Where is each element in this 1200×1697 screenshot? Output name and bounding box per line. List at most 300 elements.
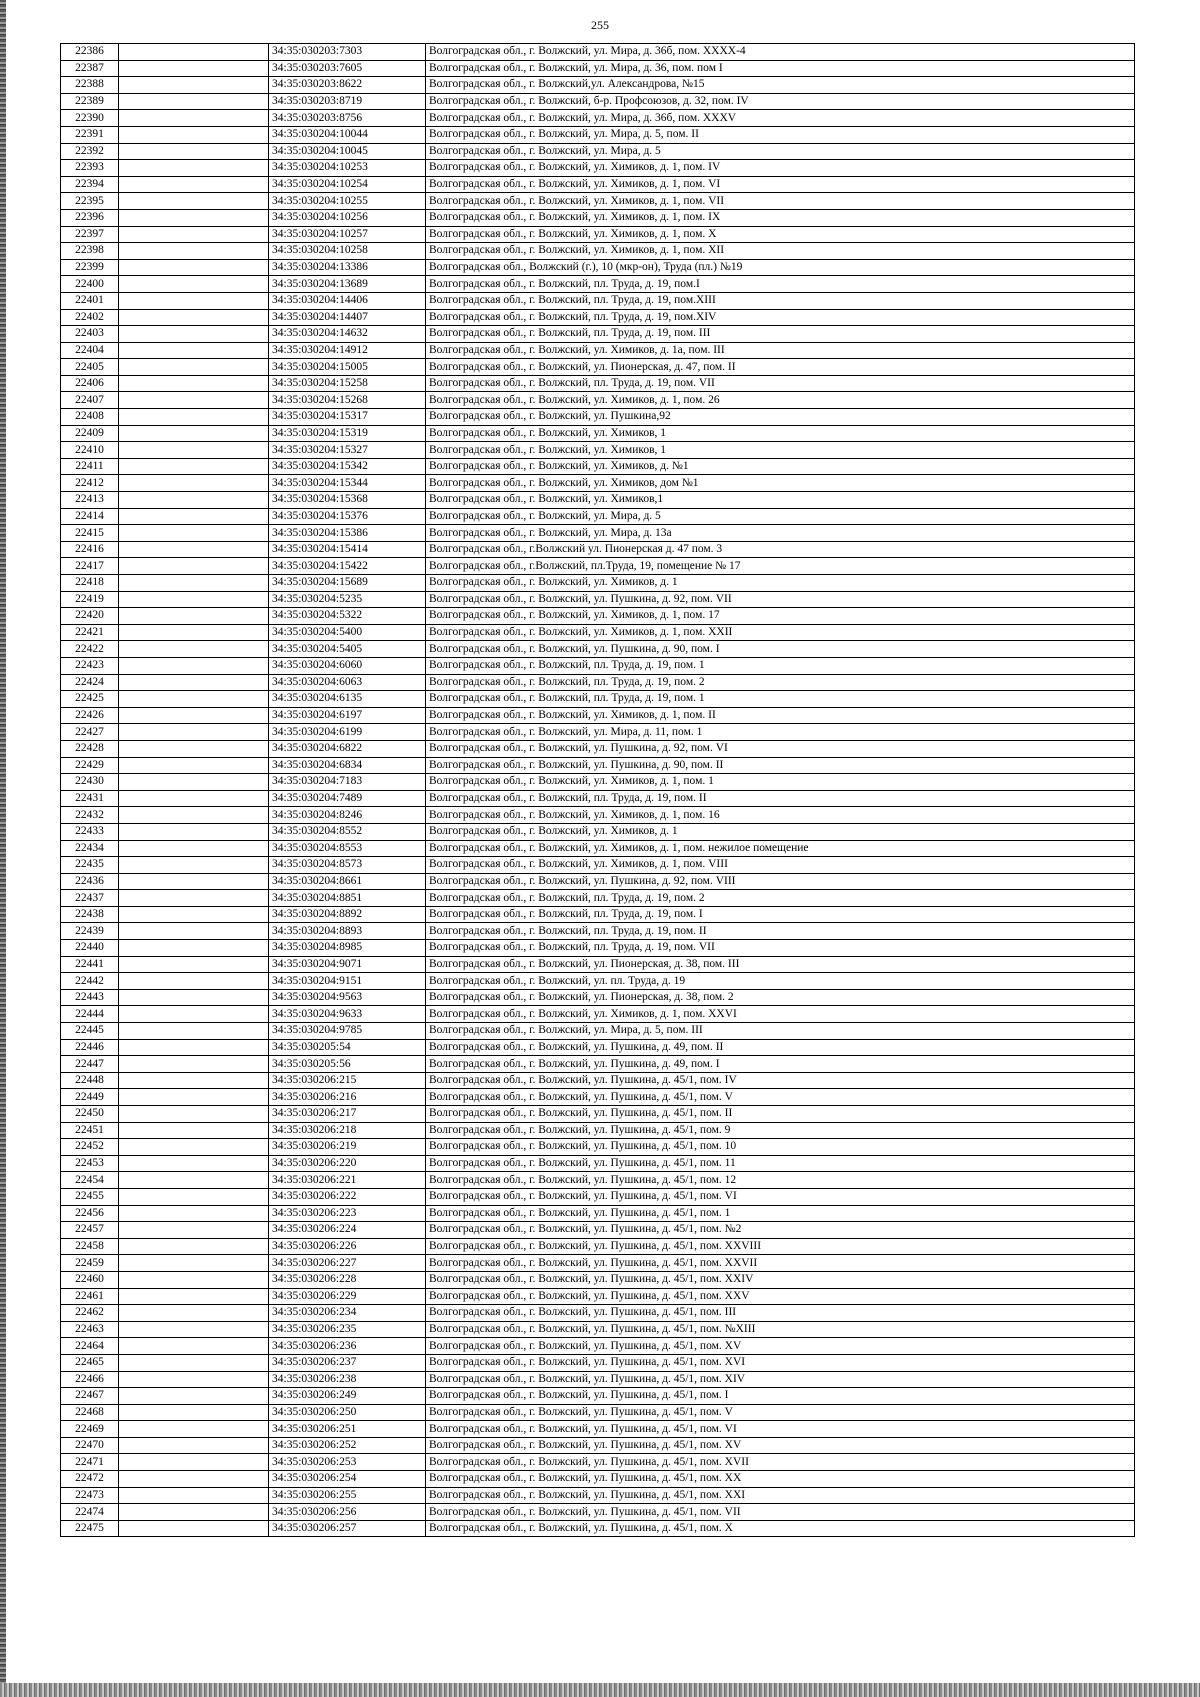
- row-number-cell: 22455: [61, 1188, 119, 1205]
- empty-cell: [119, 60, 269, 77]
- empty-cell: [119, 591, 269, 608]
- row-number-cell: 22439: [61, 923, 119, 940]
- row-number-cell: 22389: [61, 93, 119, 110]
- empty-cell: [119, 1404, 269, 1421]
- table-row: [61, 458, 1135, 475]
- table-row: [61, 392, 1135, 409]
- empty-cell: [119, 259, 269, 276]
- row-number-cell: 22405: [61, 359, 119, 376]
- cadastral-number-cell: 34:35:030206:229: [269, 1288, 426, 1305]
- address-cell: Волгоградская обл., г. Волжский, ул. Химиков, д. 1, пом. 16: [426, 807, 1135, 824]
- empty-cell: [119, 873, 269, 890]
- table-row: [61, 1106, 1135, 1123]
- row-number-cell: 22437: [61, 890, 119, 907]
- row-number-cell: 22391: [61, 126, 119, 143]
- cadastral-number-cell: 34:35:030206:236: [269, 1338, 426, 1355]
- empty-cell: [119, 890, 269, 907]
- table-row: [61, 1271, 1135, 1288]
- address-cell: Волгоградская обл., г. Волжский, ул. Химиков, д. 1, пом. VIII: [426, 857, 1135, 874]
- cadastral-number-cell: 34:35:030204:9563: [269, 989, 426, 1006]
- table-row: [61, 1238, 1135, 1255]
- empty-cell: [119, 1421, 269, 1438]
- table-row: [61, 873, 1135, 890]
- address-cell: Волгоградская обл., г.Волжский ул. Пионерская д. 47 пом. 3: [426, 541, 1135, 558]
- cadastral-number-cell: 34:35:030204:14406: [269, 292, 426, 309]
- address-cell: Волгоградская обл., г. Волжский, ул. Пушкина, д. 45/1, пом. XXIV: [426, 1271, 1135, 1288]
- row-number-cell: 22411: [61, 458, 119, 475]
- address-cell: Волгоградская обл., Волжский (г.), 10 (мкр-он), Труда (пл.) №19: [426, 259, 1135, 276]
- row-number-cell: 22399: [61, 259, 119, 276]
- empty-cell: [119, 160, 269, 177]
- empty-cell: [119, 326, 269, 343]
- address-cell: Волгоградская обл., г. Волжский, ул. Пушкина, д. 45/1, пом. 1: [426, 1205, 1135, 1222]
- table-row: [61, 1205, 1135, 1222]
- table-row: [61, 1188, 1135, 1205]
- cadastral-number-cell: 34:35:030206:219: [269, 1139, 426, 1156]
- cadastral-number-cell: 34:35:030206:254: [269, 1471, 426, 1488]
- row-number-cell: 22469: [61, 1421, 119, 1438]
- row-number-cell: 22421: [61, 624, 119, 641]
- cadastral-number-cell: 34:35:030204:6822: [269, 740, 426, 757]
- cadastral-number-cell: 34:35:030204:15342: [269, 458, 426, 475]
- table-row: [61, 591, 1135, 608]
- table-row: [61, 176, 1135, 193]
- table-row: [61, 1155, 1135, 1172]
- row-number-cell: 22435: [61, 857, 119, 874]
- address-cell: Волгоградская обл., г. Волжский, пл. Труда, д. 19, пом. III: [426, 326, 1135, 343]
- address-cell: Волгоградская обл., г. Волжский, ул. Химиков, д. 1, пом. 17: [426, 608, 1135, 625]
- table-row: [61, 375, 1135, 392]
- address-cell: Волгоградская обл., г. Волжский, пл. Труда, д. 19, пом. VII: [426, 375, 1135, 392]
- address-cell: Волгоградская обл., г. Волжский, ул. Пушкина, д. 45/1, пом. XX: [426, 1471, 1135, 1488]
- cadastral-number-cell: 34:35:030204:13689: [269, 276, 426, 293]
- cadastral-number-cell: 34:35:030206:217: [269, 1106, 426, 1123]
- empty-cell: [119, 475, 269, 492]
- cadastral-number-cell: 34:35:030204:7489: [269, 790, 426, 807]
- address-cell: Волгоградская обл., г. Волжский, пл. Труда, д. 19, пом. 2: [426, 674, 1135, 691]
- empty-cell: [119, 973, 269, 990]
- row-number-cell: 22423: [61, 657, 119, 674]
- address-cell: Волгоградская обл., г. Волжский, ул. Пионерская, д. 38, пом. III: [426, 956, 1135, 973]
- row-number-cell: 22406: [61, 375, 119, 392]
- row-number-cell: 22462: [61, 1305, 119, 1322]
- row-number-cell: 22396: [61, 209, 119, 226]
- empty-cell: [119, 1504, 269, 1521]
- empty-cell: [119, 1023, 269, 1040]
- row-number-cell: 22409: [61, 425, 119, 442]
- table-row: [61, 575, 1135, 592]
- table-row: [61, 1255, 1135, 1272]
- table-row: [61, 359, 1135, 376]
- cadastral-number-cell: 34:35:030204:5235: [269, 591, 426, 608]
- row-number-cell: 22419: [61, 591, 119, 608]
- address-cell: Волгоградская обл., г. Волжский, ул. Пушкина, д. 92, пом. VI: [426, 740, 1135, 757]
- table-row: [61, 973, 1135, 990]
- row-number-cell: 22404: [61, 342, 119, 359]
- address-cell: Волгоградская обл., г. Волжский, пл. Труда, д. 19, пом. VII: [426, 940, 1135, 957]
- cadastral-number-cell: 34:35:030206:252: [269, 1437, 426, 1454]
- row-number-cell: 22418: [61, 575, 119, 592]
- table-row: [61, 259, 1135, 276]
- table-row: [61, 1388, 1135, 1405]
- address-cell: Волгоградская обл., г. Волжский, ул. Химиков, д. 1, пом. XII: [426, 243, 1135, 260]
- address-cell: Волгоградская обл., г. Волжский,ул. Александрова, №15: [426, 77, 1135, 94]
- table-row: [61, 558, 1135, 575]
- row-number-cell: 22397: [61, 226, 119, 243]
- address-cell: Волгоградская обл., г. Волжский, ул. Химиков, д. 1, пом. VII: [426, 193, 1135, 210]
- empty-cell: [119, 558, 269, 575]
- cadastral-number-cell: 34:35:030204:9071: [269, 956, 426, 973]
- address-cell: Волгоградская обл., г. Волжский, ул. Пушкина, д. 45/1, пом. XV: [426, 1338, 1135, 1355]
- row-number-cell: 22470: [61, 1437, 119, 1454]
- cadastral-number-cell: 34:35:030204:10258: [269, 243, 426, 260]
- cadastral-number-cell: 34:35:030204:15327: [269, 442, 426, 459]
- cadastral-number-cell: 34:35:030204:15689: [269, 575, 426, 592]
- empty-cell: [119, 292, 269, 309]
- cadastral-number-cell: 34:35:030205:54: [269, 1039, 426, 1056]
- row-number-cell: 22461: [61, 1288, 119, 1305]
- address-cell: Волгоградская обл., г. Волжский, пл. Труда, д. 19, пом.XIV: [426, 309, 1135, 326]
- cadastral-number-cell: 34:35:030206:255: [269, 1487, 426, 1504]
- row-number-cell: 22472: [61, 1471, 119, 1488]
- table-row: [61, 193, 1135, 210]
- table-row: [61, 342, 1135, 359]
- cadastral-number-cell: 34:35:030206:228: [269, 1271, 426, 1288]
- row-number-cell: 22453: [61, 1155, 119, 1172]
- cadastral-number-cell: 34:35:030204:15268: [269, 392, 426, 409]
- cadastral-number-cell: 34:35:030204:9151: [269, 973, 426, 990]
- address-cell: Волгоградская обл., г. Волжский, ул. Химиков, д. 1, пом. IX: [426, 209, 1135, 226]
- cadastral-number-cell: 34:35:030206:220: [269, 1155, 426, 1172]
- cadastral-number-cell: 34:35:030206:249: [269, 1388, 426, 1405]
- empty-cell: [119, 674, 269, 691]
- table-row: [61, 790, 1135, 807]
- address-cell: Волгоградская обл., г. Волжский, ул. Пушкина, д. 45/1, пом. №2: [426, 1222, 1135, 1239]
- empty-cell: [119, 906, 269, 923]
- address-cell: Волгоградская обл., г. Волжский, ул. Пионерская, д. 47, пом. II: [426, 359, 1135, 376]
- row-number-cell: 22431: [61, 790, 119, 807]
- row-number-cell: 22441: [61, 956, 119, 973]
- table-row: [61, 1321, 1135, 1338]
- address-cell: Волгоградская обл., г. Волжский, ул. Химиков, д. 1, пом. X: [426, 226, 1135, 243]
- empty-cell: [119, 840, 269, 857]
- empty-cell: [119, 1172, 269, 1189]
- address-cell: Волгоградская обл., г. Волжский, ул. Мира, д. 5, пом. III: [426, 1023, 1135, 1040]
- empty-cell: [119, 143, 269, 160]
- table-row: [61, 243, 1135, 260]
- empty-cell: [119, 525, 269, 542]
- row-number-cell: 22457: [61, 1222, 119, 1239]
- cadastral-number-cell: 34:35:030204:10256: [269, 209, 426, 226]
- empty-cell: [119, 1255, 269, 1272]
- row-number-cell: 22415: [61, 525, 119, 542]
- address-cell: Волгоградская обл., г. Волжский, ул. Пушкина,92: [426, 409, 1135, 426]
- cadastral-number-cell: 34:35:030204:6197: [269, 707, 426, 724]
- cadastral-number-cell: 34:35:030206:227: [269, 1255, 426, 1272]
- empty-cell: [119, 724, 269, 741]
- empty-cell: [119, 226, 269, 243]
- cadastral-number-cell: 34:35:030206:238: [269, 1371, 426, 1388]
- empty-cell: [119, 1288, 269, 1305]
- address-cell: Волгоградская обл., г. Волжский, ул. Пушкина, д. 45/1, пом. 11: [426, 1155, 1135, 1172]
- table-row: [61, 44, 1135, 61]
- table-row: [61, 857, 1135, 874]
- cadastral-number-cell: 34:35:030204:5405: [269, 641, 426, 658]
- row-number-cell: 22390: [61, 110, 119, 127]
- cadastral-number-cell: 34:35:030204:6060: [269, 657, 426, 674]
- empty-cell: [119, 1139, 269, 1156]
- row-number-cell: 22475: [61, 1520, 119, 1537]
- cadastral-number-cell: 34:35:030204:8892: [269, 906, 426, 923]
- empty-cell: [119, 1437, 269, 1454]
- cadastral-number-cell: 34:35:030206:235: [269, 1321, 426, 1338]
- cadastral-number-cell: 34:35:030204:10253: [269, 160, 426, 177]
- cadastral-number-cell: 34:35:030204:6063: [269, 674, 426, 691]
- row-number-cell: 22433: [61, 823, 119, 840]
- table-row: [61, 475, 1135, 492]
- row-number-cell: 22398: [61, 243, 119, 260]
- empty-cell: [119, 956, 269, 973]
- address-cell: Волгоградская обл., г. Волжский, ул. Пушкина, д. 45/1, пом. 10: [426, 1139, 1135, 1156]
- table-row: [61, 823, 1135, 840]
- table-row: [61, 1039, 1135, 1056]
- cadastral-number-cell: 34:35:030204:8985: [269, 940, 426, 957]
- row-number-cell: 22465: [61, 1354, 119, 1371]
- table-row: [61, 276, 1135, 293]
- table-row: [61, 1404, 1135, 1421]
- address-cell: Волгоградская обл., г. Волжский, пл. Труда, д. 19, пом. 1: [426, 657, 1135, 674]
- table-row: [61, 724, 1135, 741]
- address-cell: Волгоградская обл., г. Волжский, ул. Химиков, дом №1: [426, 475, 1135, 492]
- cadastral-number-cell: 34:35:030204:14407: [269, 309, 426, 326]
- address-cell: Волгоградская обл., г. Волжский, ул. Пушкина, д. 49, пом. II: [426, 1039, 1135, 1056]
- empty-cell: [119, 93, 269, 110]
- row-number-cell: 22438: [61, 906, 119, 923]
- row-number-cell: 22434: [61, 840, 119, 857]
- row-number-cell: 22386: [61, 44, 119, 61]
- table-row: [61, 143, 1135, 160]
- cadastral-number-cell: 34:35:030205:56: [269, 1056, 426, 1073]
- table-row: [61, 1288, 1135, 1305]
- empty-cell: [119, 1454, 269, 1471]
- row-number-cell: 22443: [61, 989, 119, 1006]
- address-cell: Волгоградская обл., г. Волжский, ул. Мира, д. 13а: [426, 525, 1135, 542]
- row-number-cell: 22387: [61, 60, 119, 77]
- row-number-cell: 22451: [61, 1122, 119, 1139]
- table-row: [61, 657, 1135, 674]
- row-number-cell: 22402: [61, 309, 119, 326]
- empty-cell: [119, 392, 269, 409]
- empty-cell: [119, 1238, 269, 1255]
- table-row: [61, 93, 1135, 110]
- table-row: [61, 292, 1135, 309]
- table-row: [61, 77, 1135, 94]
- address-cell: Волгоградская обл., г. Волжский, ул. Химиков, д. 1, пом. 1: [426, 774, 1135, 791]
- table-row: [61, 326, 1135, 343]
- empty-cell: [119, 857, 269, 874]
- cadastral-number-cell: 34:35:030204:8552: [269, 823, 426, 840]
- empty-cell: [119, 409, 269, 426]
- table-row: [61, 1487, 1135, 1504]
- table-row: [61, 541, 1135, 558]
- empty-cell: [119, 707, 269, 724]
- row-number-cell: 22447: [61, 1056, 119, 1073]
- row-number-cell: 22427: [61, 724, 119, 741]
- address-cell: Волгоградская обл., г. Волжский, ул. Пушкина, д. 45/1, пом. XXVII: [426, 1255, 1135, 1272]
- cadastral-number-cell: 34:35:030206:223: [269, 1205, 426, 1222]
- row-number-cell: 22446: [61, 1039, 119, 1056]
- cadastral-number-cell: 34:35:030206:218: [269, 1122, 426, 1139]
- cadastral-number-cell: 34:35:030204:8851: [269, 890, 426, 907]
- address-cell: Волгоградская обл., г. Волжский, ул. Мира, д. 11, пом. 1: [426, 724, 1135, 741]
- row-number-cell: 22393: [61, 160, 119, 177]
- empty-cell: [119, 657, 269, 674]
- row-number-cell: 22459: [61, 1255, 119, 1272]
- cadastral-number-cell: 34:35:030206:253: [269, 1454, 426, 1471]
- table-row: [61, 525, 1135, 542]
- table-row: [61, 1437, 1135, 1454]
- table-row: [61, 1504, 1135, 1521]
- address-cell: Волгоградская обл., г.Волжский, пл.Труда, 19, помещение № 17: [426, 558, 1135, 575]
- empty-cell: [119, 774, 269, 791]
- cadastral-number-cell: 34:35:030206:256: [269, 1504, 426, 1521]
- row-number-cell: 22425: [61, 691, 119, 708]
- row-number-cell: 22407: [61, 392, 119, 409]
- address-cell: Волгоградская обл., г. Волжский, ул. Химиков, 1: [426, 425, 1135, 442]
- row-number-cell: 22471: [61, 1454, 119, 1471]
- address-cell: Волгоградская обл., г. Волжский, ул. Химиков, д. 1, пом. VI: [426, 176, 1135, 193]
- empty-cell: [119, 608, 269, 625]
- registry-table-body: [61, 44, 1135, 1537]
- row-number-cell: 22428: [61, 740, 119, 757]
- cadastral-number-cell: 34:35:030204:14632: [269, 326, 426, 343]
- table-row: [61, 691, 1135, 708]
- row-number-cell: 22466: [61, 1371, 119, 1388]
- row-number-cell: 22444: [61, 1006, 119, 1023]
- cadastral-number-cell: 34:35:030206:222: [269, 1188, 426, 1205]
- table-row: [61, 840, 1135, 857]
- address-cell: Волгоградская обл., г. Волжский, ул. Пушкина, д. 45/1, пом. V: [426, 1404, 1135, 1421]
- empty-cell: [119, 276, 269, 293]
- empty-cell: [119, 790, 269, 807]
- table-row: [61, 757, 1135, 774]
- empty-cell: [119, 193, 269, 210]
- empty-cell: [119, 458, 269, 475]
- table-row: [61, 608, 1135, 625]
- empty-cell: [119, 641, 269, 658]
- address-cell: Волгоградская обл., г. Волжский, ул. Пушкина, д. 49, пом. I: [426, 1056, 1135, 1073]
- address-cell: Волгоградская обл., г. Волжский, ул. Химиков, д. 1а, пом. III: [426, 342, 1135, 359]
- row-number-cell: 22424: [61, 674, 119, 691]
- table-row: [61, 1056, 1135, 1073]
- address-cell: Волгоградская обл., г. Волжский, ул. Пушкина, д. 45/1, пом. III: [426, 1305, 1135, 1322]
- cadastral-number-cell: 34:35:030206:257: [269, 1520, 426, 1537]
- address-cell: Волгоградская обл., г. Волжский, ул. Пушкина, д. 45/1, пом. X: [426, 1520, 1135, 1537]
- cadastral-number-cell: 34:35:030203:8719: [269, 93, 426, 110]
- empty-cell: [119, 209, 269, 226]
- empty-cell: [119, 1338, 269, 1355]
- table-row: [61, 492, 1135, 509]
- table-row: [61, 940, 1135, 957]
- row-number-cell: 22403: [61, 326, 119, 343]
- cadastral-number-cell: 34:35:030204:8573: [269, 857, 426, 874]
- empty-cell: [119, 575, 269, 592]
- cadastral-number-cell: 34:35:030204:5400: [269, 624, 426, 641]
- table-row: [61, 1122, 1135, 1139]
- address-cell: Волгоградская обл., г. Волжский, ул. Мира, д. 5: [426, 143, 1135, 160]
- address-cell: Волгоградская обл., г. Волжский, ул. Пушкина, д. 45/1, пом. №XIII: [426, 1321, 1135, 1338]
- table-row: [61, 641, 1135, 658]
- address-cell: Волгоградская обл., г. Волжский, ул. Химиков, д. 1, пом. XXII: [426, 624, 1135, 641]
- empty-cell: [119, 624, 269, 641]
- empty-cell: [119, 425, 269, 442]
- cadastral-number-cell: 34:35:030204:5322: [269, 608, 426, 625]
- empty-cell: [119, 110, 269, 127]
- empty-cell: [119, 44, 269, 61]
- row-number-cell: 22420: [61, 608, 119, 625]
- empty-cell: [119, 1006, 269, 1023]
- cadastral-number-cell: 34:35:030206:215: [269, 1072, 426, 1089]
- empty-cell: [119, 359, 269, 376]
- address-cell: Волгоградская обл., г. Волжский, ул. Пушкина, д. 45/1, пом. VI: [426, 1188, 1135, 1205]
- table-row: [61, 1354, 1135, 1371]
- cadastral-number-cell: 34:35:030206:250: [269, 1404, 426, 1421]
- address-cell: Волгоградская обл., г. Волжский, б-р. Профсоюзов, д. 32, пом. IV: [426, 93, 1135, 110]
- row-number-cell: 22430: [61, 774, 119, 791]
- empty-cell: [119, 1089, 269, 1106]
- scan-edge-left: [0, 0, 6, 1697]
- address-cell: Волгоградская обл., г. Волжский, ул. Химиков,1: [426, 492, 1135, 509]
- cadastral-number-cell: 34:35:030204:9785: [269, 1023, 426, 1040]
- cadastral-number-cell: 34:35:030204:13386: [269, 259, 426, 276]
- cadastral-number-cell: 34:35:030204:8553: [269, 840, 426, 857]
- address-cell: Волгоградская обл., г. Волжский, ул. Пушкина, д. 45/1, пом. XXVIII: [426, 1238, 1135, 1255]
- address-cell: Волгоградская обл., г. Волжский, ул. Мира, д. 36, пом. пом I: [426, 60, 1135, 77]
- empty-cell: [119, 1388, 269, 1405]
- table-row: [61, 160, 1135, 177]
- table-row: [61, 1072, 1135, 1089]
- table-row: [61, 1338, 1135, 1355]
- table-row: [61, 956, 1135, 973]
- empty-cell: [119, 342, 269, 359]
- row-number-cell: 22452: [61, 1139, 119, 1156]
- empty-cell: [119, 1371, 269, 1388]
- empty-cell: [119, 541, 269, 558]
- table-row: [61, 707, 1135, 724]
- address-cell: Волгоградская обл., г. Волжский, ул. Пушкина, д. 45/1, пом. XV: [426, 1437, 1135, 1454]
- address-cell: Волгоградская обл., г. Волжский, ул. Химиков, д. 1, пом. нежилое помещение: [426, 840, 1135, 857]
- empty-cell: [119, 807, 269, 824]
- table-row: [61, 989, 1135, 1006]
- address-cell: Волгоградская обл., г. Волжский, ул. Пушкина, д. 92, пом. VII: [426, 591, 1135, 608]
- table-row: [61, 1371, 1135, 1388]
- table-row: [61, 1421, 1135, 1438]
- row-number-cell: 22429: [61, 757, 119, 774]
- row-number-cell: 22473: [61, 1487, 119, 1504]
- cadastral-number-cell: 34:35:030203:7303: [269, 44, 426, 61]
- table-row: [61, 1089, 1135, 1106]
- empty-cell: [119, 77, 269, 94]
- cadastral-number-cell: 34:35:030204:8893: [269, 923, 426, 940]
- cadastral-number-cell: 34:35:030204:15344: [269, 475, 426, 492]
- registry-table: [60, 43, 1135, 1537]
- cadastral-number-cell: 34:35:030206:221: [269, 1172, 426, 1189]
- address-cell: Волгоградская обл., г. Волжский, ул. Пушкина, д. 45/1, пом. XXV: [426, 1288, 1135, 1305]
- address-cell: Волгоградская обл., г. Волжский, ул. Пушкина, д. 45/1, пом. I: [426, 1388, 1135, 1405]
- address-cell: Волгоградская обл., г. Волжский, ул. Химиков, д. №1: [426, 458, 1135, 475]
- empty-cell: [119, 126, 269, 143]
- table-row: [61, 624, 1135, 641]
